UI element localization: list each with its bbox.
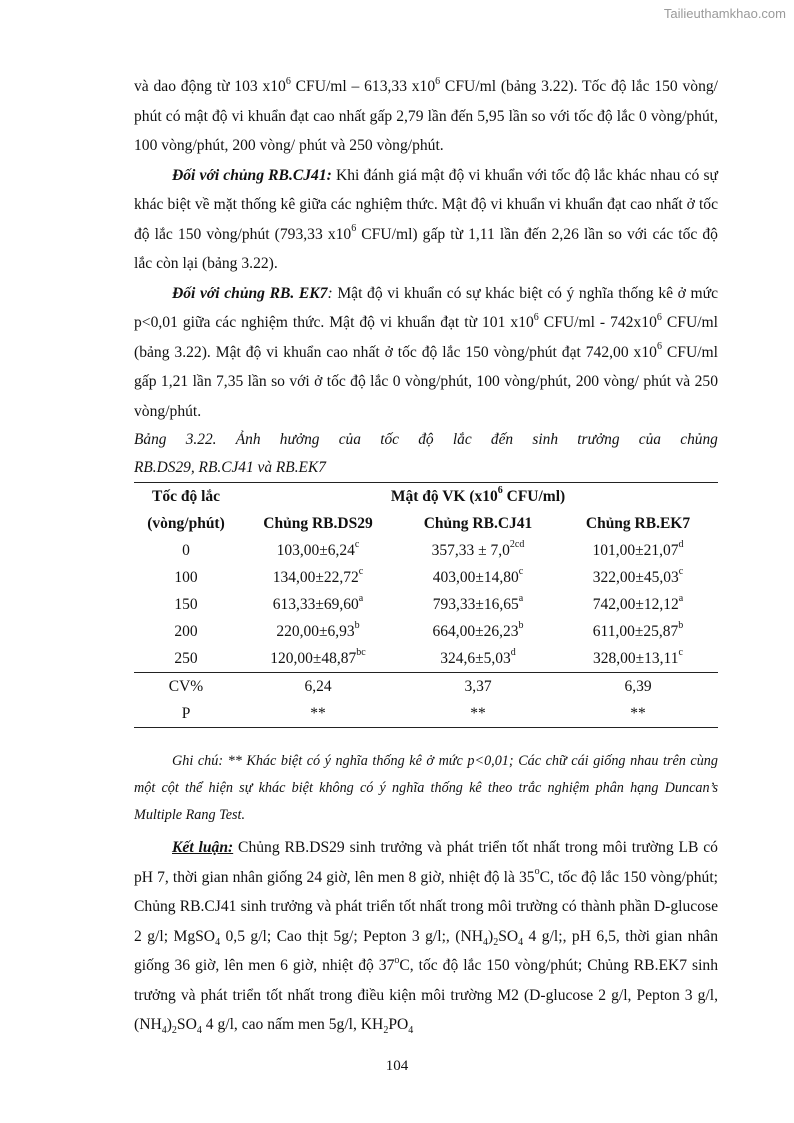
text: CFU/ml (bảng 3.22). Tốc độ lắc 150 vòng/ phút có mật độ vi khuẩn đạt cao nhất gấp 2,79 lần đến 5,95 lần so với tốc độ lắc 0 vòng/phút, 100 vòng/phút, 200 vòng/ phút và 250 vòng/phút.	[134, 78, 718, 154]
caption-word: đến	[490, 431, 514, 448]
value: 664,00±26,23	[432, 622, 519, 640]
cell-cj41	[398, 645, 558, 673]
cell-cv-ek7: 6,39	[624, 677, 652, 695]
text: 4 g/l, cao nấm men 5g/l, KH	[201, 1016, 384, 1033]
subscript: 2	[383, 1025, 389, 1037]
cell-speed: 200	[174, 622, 198, 640]
table-row	[134, 564, 718, 591]
text: C, tốc độ lắc 150 vòng/phút; Chủng RB.EK7 sinh trưởng và phát triển tốt nhất trong điều kiện môi trường M2 (D-glucose 2 g/l, Pepton 3 g/l, (NH	[134, 957, 719, 1033]
caption-word: sinh	[532, 431, 559, 448]
subscript: 2	[493, 936, 499, 948]
table-note: Ghi chú: ** Khác biệt có ý nghĩa thống kê ở mức p<0,01; Các chữ cái giống nhau trên cùng một cột thể hiện sự khác biệt không có ý nghĩa thống kê theo trắc nghiệm phân hạng Duncan’s Multiple Rang Test.	[134, 753, 718, 823]
watermark: Tailieuthamkhao.com	[663, 6, 786, 21]
subscript: 4	[161, 1025, 167, 1037]
subscript: 2	[171, 1025, 177, 1037]
caption-word: tốc	[380, 431, 399, 448]
caption-line-1	[134, 426, 718, 454]
table-row	[134, 645, 718, 673]
cell-ds29	[238, 537, 398, 564]
text: :	[327, 284, 333, 302]
cell-ds29	[238, 645, 398, 673]
table-header-row	[134, 483, 718, 511]
significance-letter: 2cd	[509, 539, 525, 551]
text: PO	[388, 1016, 409, 1033]
value: 742,00±12,12	[592, 595, 679, 613]
paragraph-conclusion	[134, 833, 718, 1040]
text: CFU/ml)	[502, 487, 566, 505]
cell-ek7	[558, 591, 718, 618]
superscript: o	[534, 866, 540, 878]
text: )	[487, 927, 494, 945]
value: 103,00±6,24	[276, 541, 355, 559]
text: )	[166, 1016, 172, 1033]
significance-letter: b	[678, 620, 684, 632]
text: 4 g/l;, pH 6,5, thời gian nhân giống 36 giờ, lên men 6 giờ, nhiệt độ 37	[134, 927, 718, 974]
cell-speed: 150	[174, 595, 198, 613]
significance-letter: c	[518, 566, 524, 578]
value: 134,00±22,72	[272, 568, 359, 586]
cell-cj41	[398, 564, 558, 591]
text: C, tốc độ lắc 150 vòng/phút; Chủng RB.CJ41 sinh trưởng và phát triển tốt nhất trong môi trường có thành phần D-glucose 2 g/l; MgSO	[134, 868, 719, 945]
cell-ek7	[558, 618, 718, 645]
superscript: 6	[285, 75, 291, 87]
text: CFU/ml (bảng 3.22). Mật độ vi khuẩn cao nhất ở tốc độ lắc 150 vòng/phút đạt 742,00 x10	[134, 314, 718, 361]
cell-ds29	[238, 618, 398, 645]
text: SO	[176, 1016, 197, 1033]
value: 120,00±48,87	[270, 649, 357, 667]
text: Chủng RB.DS29 sinh trưởng và phát triển tốt nhất trong môi trường LB có pH 7, thời gian nhân giống 24 giờ, lên men 8 giờ, nhiệt độ là 35	[134, 839, 718, 886]
paragraph-ek7	[134, 279, 718, 427]
subscript: 4	[518, 936, 524, 948]
significance-letter: d	[510, 647, 516, 659]
paragraph-lead: Đối với chủng RB.CJ41:	[172, 166, 332, 184]
table-row	[134, 618, 718, 645]
cell-speed: 0	[182, 541, 190, 559]
significance-letter: a	[518, 593, 524, 605]
value: 101,00±21,07	[592, 541, 679, 559]
caption-line-2: RB.DS29, RB.CJ41 và RB.EK7	[134, 459, 326, 476]
caption-word: trưởng	[577, 431, 620, 448]
text: CFU/ml gấp 1,21 lần 7,35 lần so với ở tốc độ lắc 0 vòng/phút, 100 vòng/phút, 200 vòng/ phút và 250 vòng/phút.	[134, 343, 718, 420]
subscript: 4	[215, 936, 221, 948]
paragraph-lead: Đối với chủng RB. EK7	[172, 284, 328, 302]
cell-ek7	[558, 564, 718, 591]
cell-cj41	[398, 591, 558, 618]
cell-ds29	[238, 564, 398, 591]
paragraph-ds29-summary	[134, 72, 718, 161]
header-col-ds29: Chủng RB.DS29	[263, 514, 373, 532]
text: Khi đánh giá mật độ vi khuẩn với tốc độ lắc khác nhau có sự khác biệt về mặt thống kê giữa các nghiệm thức. Mật độ vi khuẩn vi khuẩn đạt cao nhất ở tốc độ lắc 150 vòng/phút (793,33 x10	[134, 166, 718, 243]
page-content	[134, 72, 718, 1040]
superscript: 6	[435, 75, 441, 87]
table-row-p	[134, 700, 718, 728]
results-table	[134, 482, 718, 728]
cell-ek7	[558, 537, 718, 564]
header-density	[238, 483, 718, 511]
cell-p-cj41: **	[470, 704, 486, 722]
caption-word: Bảng	[134, 431, 167, 448]
cell-p-ds29: **	[310, 704, 326, 722]
caption-word: hưởng	[279, 431, 320, 448]
cell-cv-label: CV%	[168, 677, 204, 695]
header-col-ek7: Chủng RB.EK7	[585, 514, 691, 532]
cell-cv-ds29: 6,24	[304, 677, 332, 695]
value: 611,00±25,87	[592, 622, 679, 640]
table-row	[134, 537, 718, 564]
table-caption	[134, 426, 718, 482]
cell-ek7	[558, 645, 718, 673]
cell-cv-cj41: 3,37	[464, 677, 492, 695]
caption-word: 3.22.	[185, 431, 217, 448]
value: 328,00±13,11	[593, 649, 679, 667]
cell-p-ek7: **	[630, 704, 646, 722]
value: 613,33±69,60	[272, 595, 359, 613]
superscript: o	[394, 954, 400, 966]
superscript: 6	[656, 311, 662, 323]
significance-letter: c	[354, 539, 360, 551]
significance-letter: a	[678, 593, 684, 605]
text: 0,5 g/l; Cao thịt 5g/; Pepton 3 g/l;, (NH	[220, 927, 483, 945]
text: SO	[498, 927, 519, 945]
subscript: 4	[196, 1025, 202, 1037]
table-row-cv	[134, 673, 718, 701]
significance-letter: c	[358, 566, 364, 578]
cell-p-label: P	[181, 704, 191, 722]
text: Mật độ vi khuẩn có sự khác biệt có ý nghĩa thống kê ở mức p<0,01 giữa các nghiệm thức. Mật độ vi khuẩn đạt từ 101 x10	[134, 284, 719, 331]
text: và dao động từ 103 x10	[134, 78, 286, 95]
header-speed-unit: (vòng/phút)	[147, 514, 225, 532]
caption-word: lắc	[452, 431, 472, 448]
caption-word: chủng	[680, 431, 718, 448]
significance-letter: c	[678, 566, 684, 578]
caption-word: của	[638, 431, 661, 448]
table-subheader-row	[134, 510, 718, 537]
table-row	[134, 591, 718, 618]
subscript: 4	[482, 936, 488, 948]
superscript: 6	[497, 485, 503, 497]
significance-letter: bc	[356, 647, 366, 659]
significance-letter: a	[358, 593, 364, 605]
caption-word: độ	[418, 431, 434, 448]
significance-letter: d	[678, 539, 684, 551]
value: 403,00±14,80	[432, 568, 519, 586]
caption-word: của	[338, 431, 361, 448]
paragraph-lead: Kết luận:	[172, 839, 234, 856]
significance-letter: c	[678, 647, 683, 659]
text: CFU/ml – 613,33 x10	[290, 78, 436, 95]
paragraph-cj41	[134, 161, 718, 279]
cell-speed: 100	[174, 568, 198, 586]
superscript: 6	[656, 341, 662, 353]
cell-ds29	[238, 591, 398, 618]
cell-cj41	[398, 537, 558, 564]
text: CFU/ml - 742x10	[538, 314, 657, 331]
value: 793,33±16,65	[432, 595, 519, 613]
page-number: 104	[385, 1058, 409, 1074]
cell-cj41	[398, 618, 558, 645]
value: 220,00±6,93	[276, 622, 355, 640]
header-col-cj41: Chủng RB.CJ41	[423, 514, 533, 532]
superscript: 6	[351, 223, 357, 235]
superscript: 6	[533, 311, 539, 323]
significance-letter: b	[354, 620, 360, 632]
caption-word: Ảnh	[235, 431, 261, 448]
significance-letter: b	[518, 620, 524, 632]
header-speed: Tốc độ lắc	[151, 487, 221, 505]
value: 322,00±45,03	[592, 568, 679, 586]
subscript: 4	[408, 1025, 414, 1037]
cell-speed: 250	[174, 649, 198, 667]
value: 324,6±5,03	[440, 649, 511, 667]
value: 357,33 ± 7,0	[431, 541, 510, 559]
text: CFU/ml) gấp từ 1,11 lần đến 2,26 lần so với các tốc độ lắc còn lại (bảng 3.22).	[134, 225, 718, 272]
text: Mật độ VK (x10	[390, 487, 498, 505]
